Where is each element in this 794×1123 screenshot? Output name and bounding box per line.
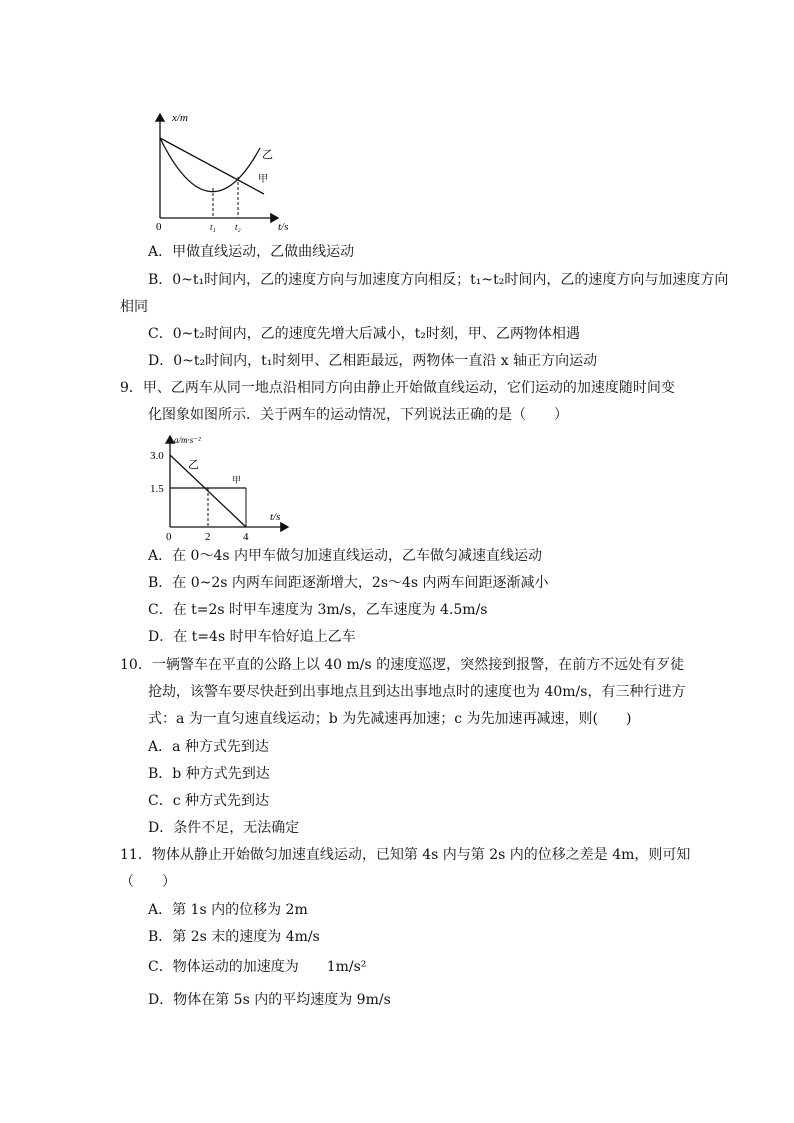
q8-option-b-line1: B．0~t₁时间内，乙的速度方向与加速度方向相反；t₁~t₂时间内，乙的速度方向与加速度方向 xyxy=(148,272,729,288)
q9-y-tick-1-5: 1.5 xyxy=(150,483,164,495)
q11-option-c-text: C．物体运动的加速度为 xyxy=(148,959,299,975)
q11-option-d: D．物体在第 5s 内的平均速度为 9m/s xyxy=(148,992,391,1008)
q9-x-tick-0: 0 xyxy=(166,531,172,543)
q11-option-b: B．第 2s 末的速度为 4m/s xyxy=(148,929,320,945)
q8-origin-label: 0 xyxy=(156,221,162,232)
q9-jia-label: 甲 xyxy=(232,475,242,485)
q9-option-a: A．在 0～4s 内甲车做匀加速直线运动，乙车做匀减速直线运动 xyxy=(148,548,543,564)
q11-stem-line1: 11．物体从静止开始做匀加速直线运动，已知第 4s 内与第 2s 内的位移之差是 4m，则可知 xyxy=(120,847,691,863)
q10-stem-line3: 式：a 为一直匀速直线运动；b 为先减速再加速；c 为先加速再减速，则( ) xyxy=(148,711,632,727)
q8-y-axis-label: x/m xyxy=(172,112,188,124)
q10-option-b: B．b 种方式先到达 xyxy=(148,766,270,782)
q8-x-axis-label: t/s xyxy=(278,221,289,232)
q8-t1-label: t₁ xyxy=(210,222,216,232)
q11-option-c-value: 1m/s² xyxy=(326,959,367,975)
q11-stem-line2: （ ） xyxy=(120,874,176,890)
q9-yi-label: 乙 xyxy=(188,459,199,471)
q9-x-tick-4: 4 xyxy=(243,531,249,543)
q9-option-c: C．在 t=2s 时甲车速度为 3m/s，乙车速度为 4.5m/s xyxy=(148,602,488,618)
q9-option-d: D．在 t=4s 时甲车恰好追上乙车 xyxy=(148,629,356,645)
q10-option-d: D．条件不足，无法确定 xyxy=(148,820,300,836)
q8-jia-label: 甲 xyxy=(258,174,268,185)
q9-x-axis-label: t/s xyxy=(270,511,281,523)
q9-acceleration-time-graph xyxy=(146,432,296,544)
q8-t2-label: t₂ xyxy=(235,222,241,232)
q8-position-time-graph xyxy=(150,108,300,232)
q8-option-c: C．0~t₂时间内，乙的速度先增大后减小，t₂时刻，甲、乙两物体相遇 xyxy=(148,326,580,342)
q9-x-tick-2: 2 xyxy=(205,531,211,543)
q8-option-d: D．0~t₂时间内，t₁时刻甲、乙相距最远，两物体一直沿 x 轴正方向运动 xyxy=(148,353,598,369)
q9-stem-line2: 化图象如图所示．关于两车的运动情况，下列说法正确的是（ ） xyxy=(148,407,568,423)
q9-y-axis-label: a/m·s⁻² xyxy=(174,435,201,445)
q10-stem-line1: 10．一辆警车在平直的公路上以 40 m/s 的速度巡逻，突然接到报警，在前方不远处有歹徒 xyxy=(120,657,685,673)
q10-option-c: C．c 种方式先到达 xyxy=(148,793,270,809)
q10-stem-line2: 抢劫，该警车要尽快赶到出事地点且到达出事地点时的速度也为 40m/s，有三种行进方 xyxy=(148,684,686,700)
q8-yi-label: 乙 xyxy=(262,149,273,161)
q9-y-tick-3: 3.0 xyxy=(150,450,164,462)
q11-option-a: A．第 1s 内的位移为 2m xyxy=(148,902,308,918)
q9-stem-line1: 9．甲、乙两车从同一地点沿相同方向由静止开始做直线运动，它们运动的加速度随时间变 xyxy=(120,380,675,396)
q10-option-a: A．a 种方式先到达 xyxy=(148,739,269,755)
q11-option-c xyxy=(148,958,366,976)
q8-option-a: A．甲做直线运动，乙做曲线运动 xyxy=(148,244,355,260)
q9-option-b: B．在 0~2s 内两车间距逐渐增大，2s～4s 内两车间距逐渐减小 xyxy=(148,575,549,591)
q8-option-b-line2: 相同 xyxy=(120,299,148,315)
